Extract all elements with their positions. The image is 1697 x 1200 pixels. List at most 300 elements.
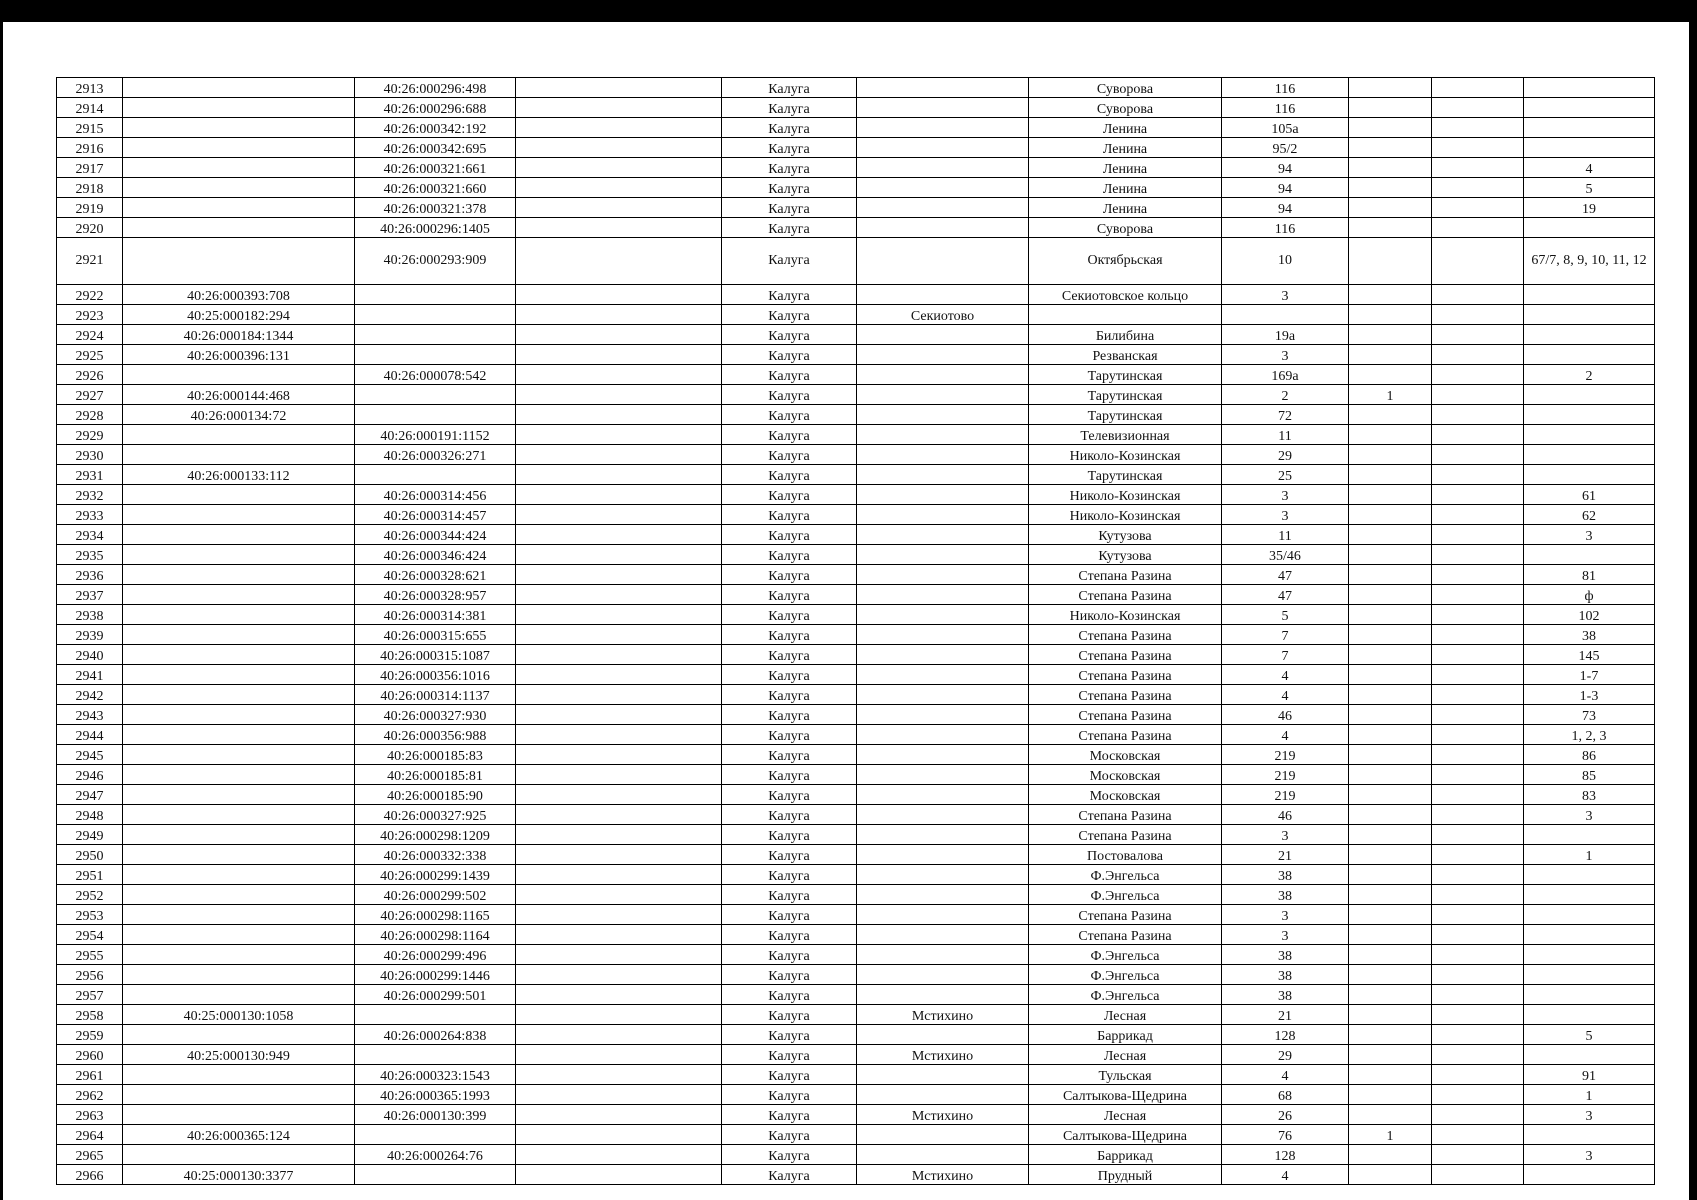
extra-column-a-cell bbox=[1349, 1085, 1432, 1105]
extra-column-a-cell bbox=[1349, 945, 1432, 965]
extra-column-a-cell bbox=[1349, 118, 1432, 138]
house-number-cell: 4 bbox=[1222, 665, 1349, 685]
extra-column-b-cell bbox=[1432, 385, 1524, 405]
locality-cell bbox=[857, 745, 1029, 765]
street-cell: Баррикад bbox=[1029, 1025, 1222, 1045]
table-row bbox=[57, 825, 1655, 845]
locality-cell: Мстихино bbox=[857, 1045, 1029, 1065]
row-number-cell: 2953 bbox=[57, 905, 123, 925]
extra-column-a-cell bbox=[1349, 425, 1432, 445]
extra-column-a-cell bbox=[1349, 305, 1432, 325]
extra-column-b-cell bbox=[1432, 865, 1524, 885]
locality-cell: Мстихино bbox=[857, 1005, 1029, 1025]
street-cell: Постовалова bbox=[1029, 845, 1222, 865]
street-cell: Степана Разина bbox=[1029, 685, 1222, 705]
house-number-cell: 5 bbox=[1222, 605, 1349, 625]
house-number-cell: 4 bbox=[1222, 1065, 1349, 1085]
empty-column-cell bbox=[516, 725, 722, 745]
empty-column-cell bbox=[516, 425, 722, 445]
table-row bbox=[57, 98, 1655, 118]
city-cell: Калуга bbox=[722, 845, 857, 865]
city-cell: Калуга bbox=[722, 925, 857, 945]
street-cell: Тарутинская bbox=[1029, 365, 1222, 385]
city-cell: Калуга bbox=[722, 138, 857, 158]
table-row bbox=[57, 465, 1655, 485]
apartment-note-cell: 1, 2, 3 bbox=[1524, 725, 1655, 745]
cadastral-number-a-cell: 40:25:000130:3377 bbox=[123, 1165, 355, 1185]
table-row bbox=[57, 885, 1655, 905]
row-number-cell: 2941 bbox=[57, 665, 123, 685]
extra-column-b-cell bbox=[1432, 685, 1524, 705]
extra-column-b-cell bbox=[1432, 465, 1524, 485]
city-cell: Калуга bbox=[722, 805, 857, 825]
locality-cell bbox=[857, 138, 1029, 158]
scan-top-border bbox=[0, 0, 1697, 22]
extra-column-a-cell bbox=[1349, 405, 1432, 425]
city-cell: Калуга bbox=[722, 1145, 857, 1165]
extra-column-a-cell bbox=[1349, 138, 1432, 158]
table-row bbox=[57, 138, 1655, 158]
city-cell: Калуга bbox=[722, 1025, 857, 1045]
cadastral-number-b-cell: 40:26:000185:90 bbox=[355, 785, 516, 805]
extra-column-b-cell bbox=[1432, 965, 1524, 985]
empty-column-cell bbox=[516, 178, 722, 198]
street-cell: Ф.Энгельса bbox=[1029, 865, 1222, 885]
city-cell: Калуга bbox=[722, 305, 857, 325]
locality-cell bbox=[857, 965, 1029, 985]
city-cell: Калуга bbox=[722, 218, 857, 238]
empty-column-cell bbox=[516, 465, 722, 485]
house-number-cell: 219 bbox=[1222, 785, 1349, 805]
city-cell: Калуга bbox=[722, 985, 857, 1005]
cadastral-number-b-cell: 40:26:000299:1446 bbox=[355, 965, 516, 985]
cadastral-number-b-cell: 40:26:000315:1087 bbox=[355, 645, 516, 665]
row-number-cell: 2932 bbox=[57, 485, 123, 505]
extra-column-b-cell bbox=[1432, 425, 1524, 445]
house-number-cell: 21 bbox=[1222, 845, 1349, 865]
locality-cell bbox=[857, 1125, 1029, 1145]
table-row bbox=[57, 1005, 1655, 1025]
locality-cell bbox=[857, 345, 1029, 365]
extra-column-b-cell bbox=[1432, 365, 1524, 385]
extra-column-a-cell bbox=[1349, 585, 1432, 605]
city-cell: Калуга bbox=[722, 665, 857, 685]
locality-cell: Мстихино bbox=[857, 1165, 1029, 1185]
empty-column-cell bbox=[516, 625, 722, 645]
cadastral-number-b-cell bbox=[355, 385, 516, 405]
extra-column-a-cell: 1 bbox=[1349, 385, 1432, 405]
extra-column-b-cell bbox=[1432, 905, 1524, 925]
cadastral-number-b-cell: 40:26:000298:1209 bbox=[355, 825, 516, 845]
cadastral-number-a-cell bbox=[123, 1065, 355, 1085]
row-number-cell: 2957 bbox=[57, 985, 123, 1005]
locality-cell bbox=[857, 825, 1029, 845]
extra-column-b-cell bbox=[1432, 805, 1524, 825]
house-number-cell: 116 bbox=[1222, 98, 1349, 118]
table-row bbox=[57, 725, 1655, 745]
row-number-cell: 2942 bbox=[57, 685, 123, 705]
street-cell: Московская bbox=[1029, 765, 1222, 785]
house-number-cell: 3 bbox=[1222, 285, 1349, 305]
cadastral-number-a-cell bbox=[123, 665, 355, 685]
street-cell: Прудный bbox=[1029, 1165, 1222, 1185]
row-number-cell: 2927 bbox=[57, 385, 123, 405]
house-number-cell: 21 bbox=[1222, 1005, 1349, 1025]
cadastral-number-a-cell bbox=[123, 1085, 355, 1105]
cadastral-number-b-cell: 40:26:000314:457 bbox=[355, 505, 516, 525]
apartment-note-cell: ф bbox=[1524, 585, 1655, 605]
house-number-cell: 38 bbox=[1222, 965, 1349, 985]
apartment-note-cell: 1-3 bbox=[1524, 685, 1655, 705]
empty-column-cell bbox=[516, 1025, 722, 1045]
house-number-cell: 94 bbox=[1222, 158, 1349, 178]
cadastral-number-b-cell: 40:26:000342:695 bbox=[355, 138, 516, 158]
extra-column-b-cell bbox=[1432, 485, 1524, 505]
apartment-note-cell: 3 bbox=[1524, 1145, 1655, 1165]
locality-cell bbox=[857, 565, 1029, 585]
house-number-cell: 68 bbox=[1222, 1085, 1349, 1105]
apartment-note-cell bbox=[1524, 218, 1655, 238]
table-row bbox=[57, 1145, 1655, 1165]
cadastral-number-b-cell: 40:26:000185:83 bbox=[355, 745, 516, 765]
city-cell: Калуга bbox=[722, 865, 857, 885]
cadastral-number-b-cell bbox=[355, 1125, 516, 1145]
city-cell: Калуга bbox=[722, 965, 857, 985]
apartment-note-cell: 3 bbox=[1524, 805, 1655, 825]
apartment-note-cell: 86 bbox=[1524, 745, 1655, 765]
extra-column-b-cell bbox=[1432, 705, 1524, 725]
cadastral-number-a-cell bbox=[123, 505, 355, 525]
house-number-cell: 3 bbox=[1222, 505, 1349, 525]
apartment-note-cell bbox=[1524, 865, 1655, 885]
city-cell: Калуга bbox=[722, 1105, 857, 1125]
extra-column-a-cell bbox=[1349, 525, 1432, 545]
city-cell: Калуга bbox=[722, 1065, 857, 1085]
city-cell: Калуга bbox=[722, 725, 857, 745]
locality-cell bbox=[857, 945, 1029, 965]
apartment-note-cell bbox=[1524, 925, 1655, 945]
house-number-cell: 94 bbox=[1222, 198, 1349, 218]
cadastral-number-b-cell: 40:26:000321:660 bbox=[355, 178, 516, 198]
apartment-note-cell bbox=[1524, 965, 1655, 985]
city-cell: Калуга bbox=[722, 325, 857, 345]
table-row bbox=[57, 985, 1655, 1005]
house-number-cell: 10 bbox=[1222, 238, 1349, 285]
table-row bbox=[57, 1045, 1655, 1065]
table-row bbox=[57, 645, 1655, 665]
locality-cell bbox=[857, 505, 1029, 525]
table-row bbox=[57, 178, 1655, 198]
extra-column-b-cell bbox=[1432, 178, 1524, 198]
row-number-cell: 2966 bbox=[57, 1165, 123, 1185]
street-cell: Степана Разина bbox=[1029, 905, 1222, 925]
street-cell: Секиотовское кольцо bbox=[1029, 285, 1222, 305]
extra-column-b-cell bbox=[1432, 305, 1524, 325]
street-cell: Баррикад bbox=[1029, 1145, 1222, 1165]
empty-column-cell bbox=[516, 765, 722, 785]
cadastral-number-a-cell bbox=[123, 745, 355, 765]
row-number-cell: 2954 bbox=[57, 925, 123, 945]
extra-column-a-cell bbox=[1349, 985, 1432, 1005]
apartment-note-cell: 2 bbox=[1524, 365, 1655, 385]
empty-column-cell bbox=[516, 1045, 722, 1065]
extra-column-b-cell bbox=[1432, 925, 1524, 945]
house-number-cell: 47 bbox=[1222, 585, 1349, 605]
cadastral-number-b-cell: 40:26:000296:688 bbox=[355, 98, 516, 118]
street-cell: Степана Разина bbox=[1029, 565, 1222, 585]
table-row bbox=[57, 865, 1655, 885]
city-cell: Калуга bbox=[722, 285, 857, 305]
row-number-cell: 2948 bbox=[57, 805, 123, 825]
house-number-cell: 38 bbox=[1222, 885, 1349, 905]
city-cell: Калуга bbox=[722, 1045, 857, 1065]
row-number-cell: 2916 bbox=[57, 138, 123, 158]
street-cell: Лесная bbox=[1029, 1105, 1222, 1125]
city-cell: Калуга bbox=[722, 545, 857, 565]
row-number-cell: 2917 bbox=[57, 158, 123, 178]
city-cell: Калуга bbox=[722, 885, 857, 905]
cadastral-number-b-cell bbox=[355, 1005, 516, 1025]
cadastral-number-a-cell bbox=[123, 1025, 355, 1045]
row-number-cell: 2965 bbox=[57, 1145, 123, 1165]
row-number-cell: 2960 bbox=[57, 1045, 123, 1065]
table-row bbox=[57, 425, 1655, 445]
extra-column-a-cell bbox=[1349, 865, 1432, 885]
house-number-cell: 3 bbox=[1222, 925, 1349, 945]
locality-cell bbox=[857, 545, 1029, 565]
locality-cell bbox=[857, 765, 1029, 785]
cadastral-number-a-cell bbox=[123, 705, 355, 725]
extra-column-b-cell bbox=[1432, 1125, 1524, 1145]
cadastral-number-a-cell bbox=[123, 945, 355, 965]
cadastral-number-a-cell: 40:25:000130:949 bbox=[123, 1045, 355, 1065]
cadastral-number-a-cell bbox=[123, 178, 355, 198]
house-number-cell: 116 bbox=[1222, 218, 1349, 238]
house-number-cell: 169а bbox=[1222, 365, 1349, 385]
extra-column-a-cell bbox=[1349, 1145, 1432, 1165]
cadastral-number-b-cell: 40:26:000327:930 bbox=[355, 705, 516, 725]
cadastral-number-b-cell: 40:26:000365:1993 bbox=[355, 1085, 516, 1105]
extra-column-a-cell bbox=[1349, 765, 1432, 785]
locality-cell bbox=[857, 885, 1029, 905]
city-cell: Калуга bbox=[722, 905, 857, 925]
street-cell: Ленина bbox=[1029, 118, 1222, 138]
extra-column-b-cell bbox=[1432, 1145, 1524, 1165]
cadastral-number-a-cell bbox=[123, 118, 355, 138]
city-cell: Калуга bbox=[722, 345, 857, 365]
cadastral-number-b-cell: 40:26:000296:1405 bbox=[355, 218, 516, 238]
city-cell: Калуга bbox=[722, 1165, 857, 1185]
locality-cell bbox=[857, 525, 1029, 545]
cadastral-number-b-cell: 40:26:000326:271 bbox=[355, 445, 516, 465]
locality-cell: Мстихино bbox=[857, 1105, 1029, 1125]
cadastral-number-a-cell bbox=[123, 845, 355, 865]
street-cell: Ф.Энгельса bbox=[1029, 965, 1222, 985]
cadastral-number-b-cell: 40:26:000356:988 bbox=[355, 725, 516, 745]
row-number-cell: 2931 bbox=[57, 465, 123, 485]
cadastral-number-b-cell: 40:26:000321:378 bbox=[355, 198, 516, 218]
apartment-note-cell bbox=[1524, 325, 1655, 345]
extra-column-b-cell bbox=[1432, 285, 1524, 305]
house-number-cell: 76 bbox=[1222, 1125, 1349, 1145]
table-row bbox=[57, 385, 1655, 405]
cadastral-number-a-cell bbox=[123, 78, 355, 98]
extra-column-b-cell bbox=[1432, 238, 1524, 285]
cadastral-number-a-cell bbox=[123, 865, 355, 885]
table-row bbox=[57, 625, 1655, 645]
empty-column-cell bbox=[516, 525, 722, 545]
locality-cell bbox=[857, 385, 1029, 405]
street-cell: Ф.Энгельса bbox=[1029, 885, 1222, 905]
street-cell: Салтыкова-Щедрина bbox=[1029, 1125, 1222, 1145]
extra-column-a-cell bbox=[1349, 785, 1432, 805]
extra-column-b-cell bbox=[1432, 625, 1524, 645]
empty-column-cell bbox=[516, 985, 722, 1005]
street-cell: Суворова bbox=[1029, 78, 1222, 98]
locality-cell bbox=[857, 158, 1029, 178]
row-number-cell: 2934 bbox=[57, 525, 123, 545]
table-row bbox=[57, 345, 1655, 365]
street-cell: Степана Разина bbox=[1029, 925, 1222, 945]
apartment-note-cell: 85 bbox=[1524, 765, 1655, 785]
extra-column-b-cell bbox=[1432, 585, 1524, 605]
empty-column-cell bbox=[516, 745, 722, 765]
house-number-cell: 219 bbox=[1222, 745, 1349, 765]
cadastral-number-a-cell bbox=[123, 685, 355, 705]
house-number-cell: 47 bbox=[1222, 565, 1349, 585]
house-number-cell: 29 bbox=[1222, 1045, 1349, 1065]
city-cell: Калуга bbox=[722, 825, 857, 845]
extra-column-b-cell bbox=[1432, 825, 1524, 845]
cadastral-number-a-cell bbox=[123, 1105, 355, 1125]
extra-column-a-cell bbox=[1349, 565, 1432, 585]
cadastral-number-a-cell: 40:26:000365:124 bbox=[123, 1125, 355, 1145]
cadastral-number-a-cell bbox=[123, 425, 355, 445]
extra-column-a-cell bbox=[1349, 218, 1432, 238]
table-row bbox=[57, 525, 1655, 545]
empty-column-cell bbox=[516, 805, 722, 825]
cadastral-number-b-cell bbox=[355, 405, 516, 425]
empty-column-cell bbox=[516, 118, 722, 138]
row-number-cell: 2956 bbox=[57, 965, 123, 985]
row-number-cell: 2921 bbox=[57, 238, 123, 285]
apartment-note-cell: 61 bbox=[1524, 485, 1655, 505]
cadastral-number-a-cell: 40:26:000184:1344 bbox=[123, 325, 355, 345]
house-number-cell: 2 bbox=[1222, 385, 1349, 405]
apartment-note-cell: 1 bbox=[1524, 1085, 1655, 1105]
city-cell: Калуга bbox=[722, 158, 857, 178]
empty-column-cell bbox=[516, 1085, 722, 1105]
street-cell: Ленина bbox=[1029, 138, 1222, 158]
city-cell: Калуга bbox=[722, 505, 857, 525]
city-cell: Калуга bbox=[722, 685, 857, 705]
table-row bbox=[57, 505, 1655, 525]
house-number-cell: 219 bbox=[1222, 765, 1349, 785]
house-number-cell: 3 bbox=[1222, 825, 1349, 845]
extra-column-a-cell bbox=[1349, 158, 1432, 178]
table-row bbox=[57, 745, 1655, 765]
house-number-cell: 105а bbox=[1222, 118, 1349, 138]
locality-cell bbox=[857, 605, 1029, 625]
extra-column-a-cell bbox=[1349, 465, 1432, 485]
house-number-cell: 38 bbox=[1222, 865, 1349, 885]
row-number-cell: 2961 bbox=[57, 1065, 123, 1085]
cadastral-number-a-cell: 40:25:000182:294 bbox=[123, 305, 355, 325]
extra-column-a-cell bbox=[1349, 1045, 1432, 1065]
table-row bbox=[57, 945, 1655, 965]
street-cell: Ленина bbox=[1029, 158, 1222, 178]
cadastral-number-b-cell: 40:26:000314:1137 bbox=[355, 685, 516, 705]
locality-cell: Секиотово bbox=[857, 305, 1029, 325]
cadastral-number-a-cell bbox=[123, 825, 355, 845]
table-row bbox=[57, 845, 1655, 865]
apartment-note-cell bbox=[1524, 1005, 1655, 1025]
extra-column-a-cell bbox=[1349, 485, 1432, 505]
street-cell: Тарутинская bbox=[1029, 405, 1222, 425]
house-number-cell: 3 bbox=[1222, 345, 1349, 365]
cadastral-number-b-cell: 40:26:000130:399 bbox=[355, 1105, 516, 1125]
table-row bbox=[57, 158, 1655, 178]
street-cell: Степана Разина bbox=[1029, 625, 1222, 645]
cadastral-number-b-cell: 40:26:000315:655 bbox=[355, 625, 516, 645]
city-cell: Калуга bbox=[722, 178, 857, 198]
city-cell: Калуга bbox=[722, 445, 857, 465]
extra-column-a-cell bbox=[1349, 178, 1432, 198]
house-number-cell: 7 bbox=[1222, 625, 1349, 645]
cadastral-number-a-cell bbox=[123, 725, 355, 745]
table-row bbox=[57, 1165, 1655, 1185]
cadastral-number-b-cell: 40:26:000327:925 bbox=[355, 805, 516, 825]
locality-cell bbox=[857, 445, 1029, 465]
empty-column-cell bbox=[516, 825, 722, 845]
city-cell: Калуга bbox=[722, 118, 857, 138]
house-number-cell: 38 bbox=[1222, 985, 1349, 1005]
empty-column-cell bbox=[516, 865, 722, 885]
extra-column-a-cell bbox=[1349, 198, 1432, 218]
empty-column-cell bbox=[516, 605, 722, 625]
extra-column-b-cell bbox=[1432, 665, 1524, 685]
extra-column-b-cell bbox=[1432, 138, 1524, 158]
apartment-note-cell bbox=[1524, 1125, 1655, 1145]
extra-column-b-cell bbox=[1432, 945, 1524, 965]
extra-column-a-cell bbox=[1349, 845, 1432, 865]
apartment-note-cell: 3 bbox=[1524, 1105, 1655, 1125]
house-number-cell: 46 bbox=[1222, 705, 1349, 725]
locality-cell bbox=[857, 218, 1029, 238]
house-number-cell: 3 bbox=[1222, 485, 1349, 505]
street-cell: Николо-Козинская bbox=[1029, 485, 1222, 505]
city-cell: Калуга bbox=[722, 385, 857, 405]
locality-cell bbox=[857, 198, 1029, 218]
cadastral-number-a-cell bbox=[123, 905, 355, 925]
locality-cell bbox=[857, 805, 1029, 825]
extra-column-b-cell bbox=[1432, 198, 1524, 218]
empty-column-cell bbox=[516, 1165, 722, 1185]
extra-column-a-cell bbox=[1349, 238, 1432, 285]
apartment-note-cell: 67/7, 8, 9, 10, 11, 12 bbox=[1524, 238, 1655, 285]
extra-column-b-cell bbox=[1432, 218, 1524, 238]
street-cell bbox=[1029, 305, 1222, 325]
locality-cell bbox=[857, 1025, 1029, 1045]
document-sheet bbox=[56, 77, 1654, 1185]
cadastral-number-a-cell bbox=[123, 98, 355, 118]
cadastral-number-b-cell: 40:26:000342:192 bbox=[355, 118, 516, 138]
extra-column-a-cell bbox=[1349, 1105, 1432, 1125]
street-cell: Николо-Козинская bbox=[1029, 445, 1222, 465]
extra-column-b-cell bbox=[1432, 985, 1524, 1005]
row-number-cell: 2936 bbox=[57, 565, 123, 585]
cadastral-number-b-cell: 40:26:000191:1152 bbox=[355, 425, 516, 445]
